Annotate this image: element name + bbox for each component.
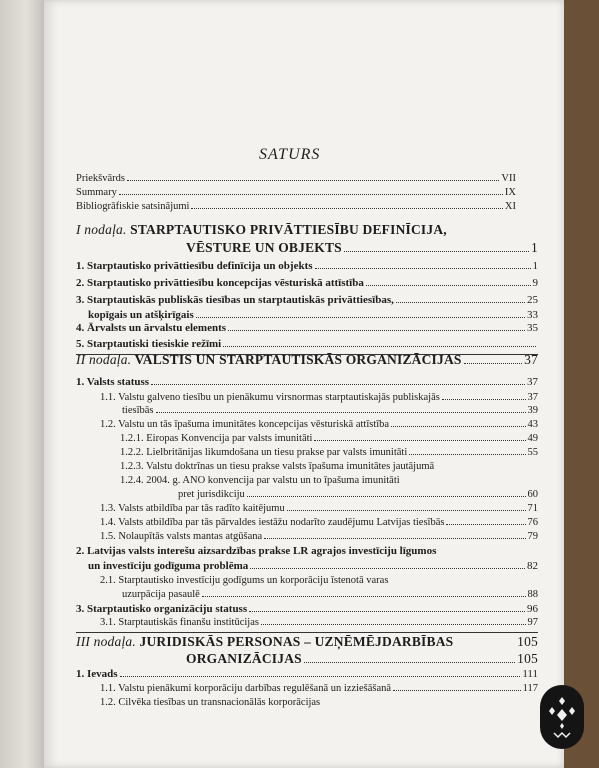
toc-entry: 1.2.2. Lielbritānijas likumdošana un tiesu prakse par valsts imunitāti 55 bbox=[120, 447, 538, 458]
toc-entry: un investīciju godīguma problēma 82 bbox=[88, 560, 538, 572]
toc-entry: uzurpācija pasaulē 88 bbox=[122, 589, 538, 600]
toc-entry: 2. Starptautisko privāttiesību koncepcijas vēsturiskā attīstība 9 bbox=[76, 277, 538, 289]
chapter-2-heading: II nodaļa. VALSTIS UN STARPTAUTISKĀS ORGANIZĀCIJAS 37 bbox=[76, 352, 538, 367]
toc-entry: 5. Starptautiski tiesiskie režīmi bbox=[76, 338, 538, 350]
toc-entry: 1.2.4. 2004. g. ANO konvencija par valstu un to īpašuma imunitāti bbox=[120, 475, 400, 486]
toc-entry: 1. Valsts statuss 37 bbox=[76, 376, 538, 388]
book-page bbox=[44, 0, 564, 768]
toc-entry: 1. Ievads 111 bbox=[76, 668, 538, 680]
toc-entry: 2. Latvijas valsts interešu aizsardzības prakse LR agrajos investīciju līgumos bbox=[76, 545, 437, 557]
chapter-3-heading: III nodaļa. JURIDISKĀS PERSONAS – UZŅĒMĒJDARBĪBAS bbox=[76, 634, 454, 649]
toc-entry: 1.3. Valsts atbildība par tās radīto kaitējumu 71 bbox=[100, 503, 538, 514]
logo-badge bbox=[540, 685, 584, 749]
toc-entry: 1.1. Valstu pienākumi korporāciju darbības regulēšanā un izziešāšanā 117 bbox=[100, 683, 538, 694]
toc-entry: 3.1. Starptautiskās finanšu institūcijas 97 bbox=[100, 617, 538, 628]
toc-entry: 1.2.3. Valstu doktrīnas un tiesu prakse valsts īpašuma imunitātes jautājumā bbox=[120, 461, 435, 472]
toc-entry: 3. Starptautiskās publiskās tiesības un starptautiskās privāttiesības, 25 bbox=[76, 294, 538, 306]
toc-entry: kopīgais un atšķirīgais 33 bbox=[88, 309, 538, 321]
toc-entry: 1.2. Cilvēka tiesības un transnacionālās korporācijas bbox=[100, 697, 321, 708]
bleed-through-text bbox=[484, 40, 554, 160]
chapter-3-page: 105 bbox=[517, 634, 538, 649]
geometric-logo-icon bbox=[546, 695, 578, 739]
toc-entry: 1. Starptautisko privāttiesību definīcija un objekts 1 bbox=[76, 260, 538, 272]
toc-entry: 1.1. Valstu galveno tiesību un pienākumu virsnormas starptautiskajās publiskajās 37 bbox=[100, 392, 538, 403]
toc-entry: Bibliogrāfiskie satsinājumi XI bbox=[76, 201, 516, 212]
page-title: SATURS bbox=[259, 146, 321, 163]
toc-entry: 1.4. Valsts atbildība par tās pārvaldes iestāžu nodarīto zaudējumu Latvijas tiesībās 76 bbox=[100, 517, 538, 528]
toc-entry: 4. Ārvalsts un ārvalstu elements 35 bbox=[76, 322, 538, 334]
toc-entry: tiesībās 39 bbox=[122, 405, 538, 416]
toc-entry: 3. Starptautisko organizāciju statuss 96 bbox=[76, 603, 538, 615]
toc-entry: Priekšvārds VII bbox=[76, 173, 516, 184]
chapter-1-heading-cont: VĒSTURE UN OBJEKTS 1 bbox=[186, 240, 538, 255]
chapter-3-heading-cont: ORGANIZĀCIJAS 105 bbox=[186, 651, 538, 666]
toc-entry: 2.1. Starptautisko investīciju godīgums un korporāciju īstenotā varas bbox=[100, 575, 389, 586]
toc-entry: pret jurisdikciju 60 bbox=[178, 489, 538, 500]
toc-entry: 1.5. Nolaupītās valsts mantas atgūšana 79 bbox=[100, 531, 538, 542]
toc-entry: Summary IX bbox=[76, 187, 516, 198]
chapter-1-heading: I nodaļa. STARPTAUTISKO PRIVĀTTIESĪBU DEFINĪCIJA, bbox=[76, 222, 447, 237]
toc-entry: 1.2.1. Eiropas Konvencija par valsts imunitāti 49 bbox=[120, 433, 538, 444]
divider bbox=[76, 632, 538, 633]
left-page-edge bbox=[0, 0, 48, 768]
toc-entry: 1.2. Valstu un tās īpašuma imunitātes koncepcijas vēsturiskā attīstība 43 bbox=[100, 419, 538, 430]
